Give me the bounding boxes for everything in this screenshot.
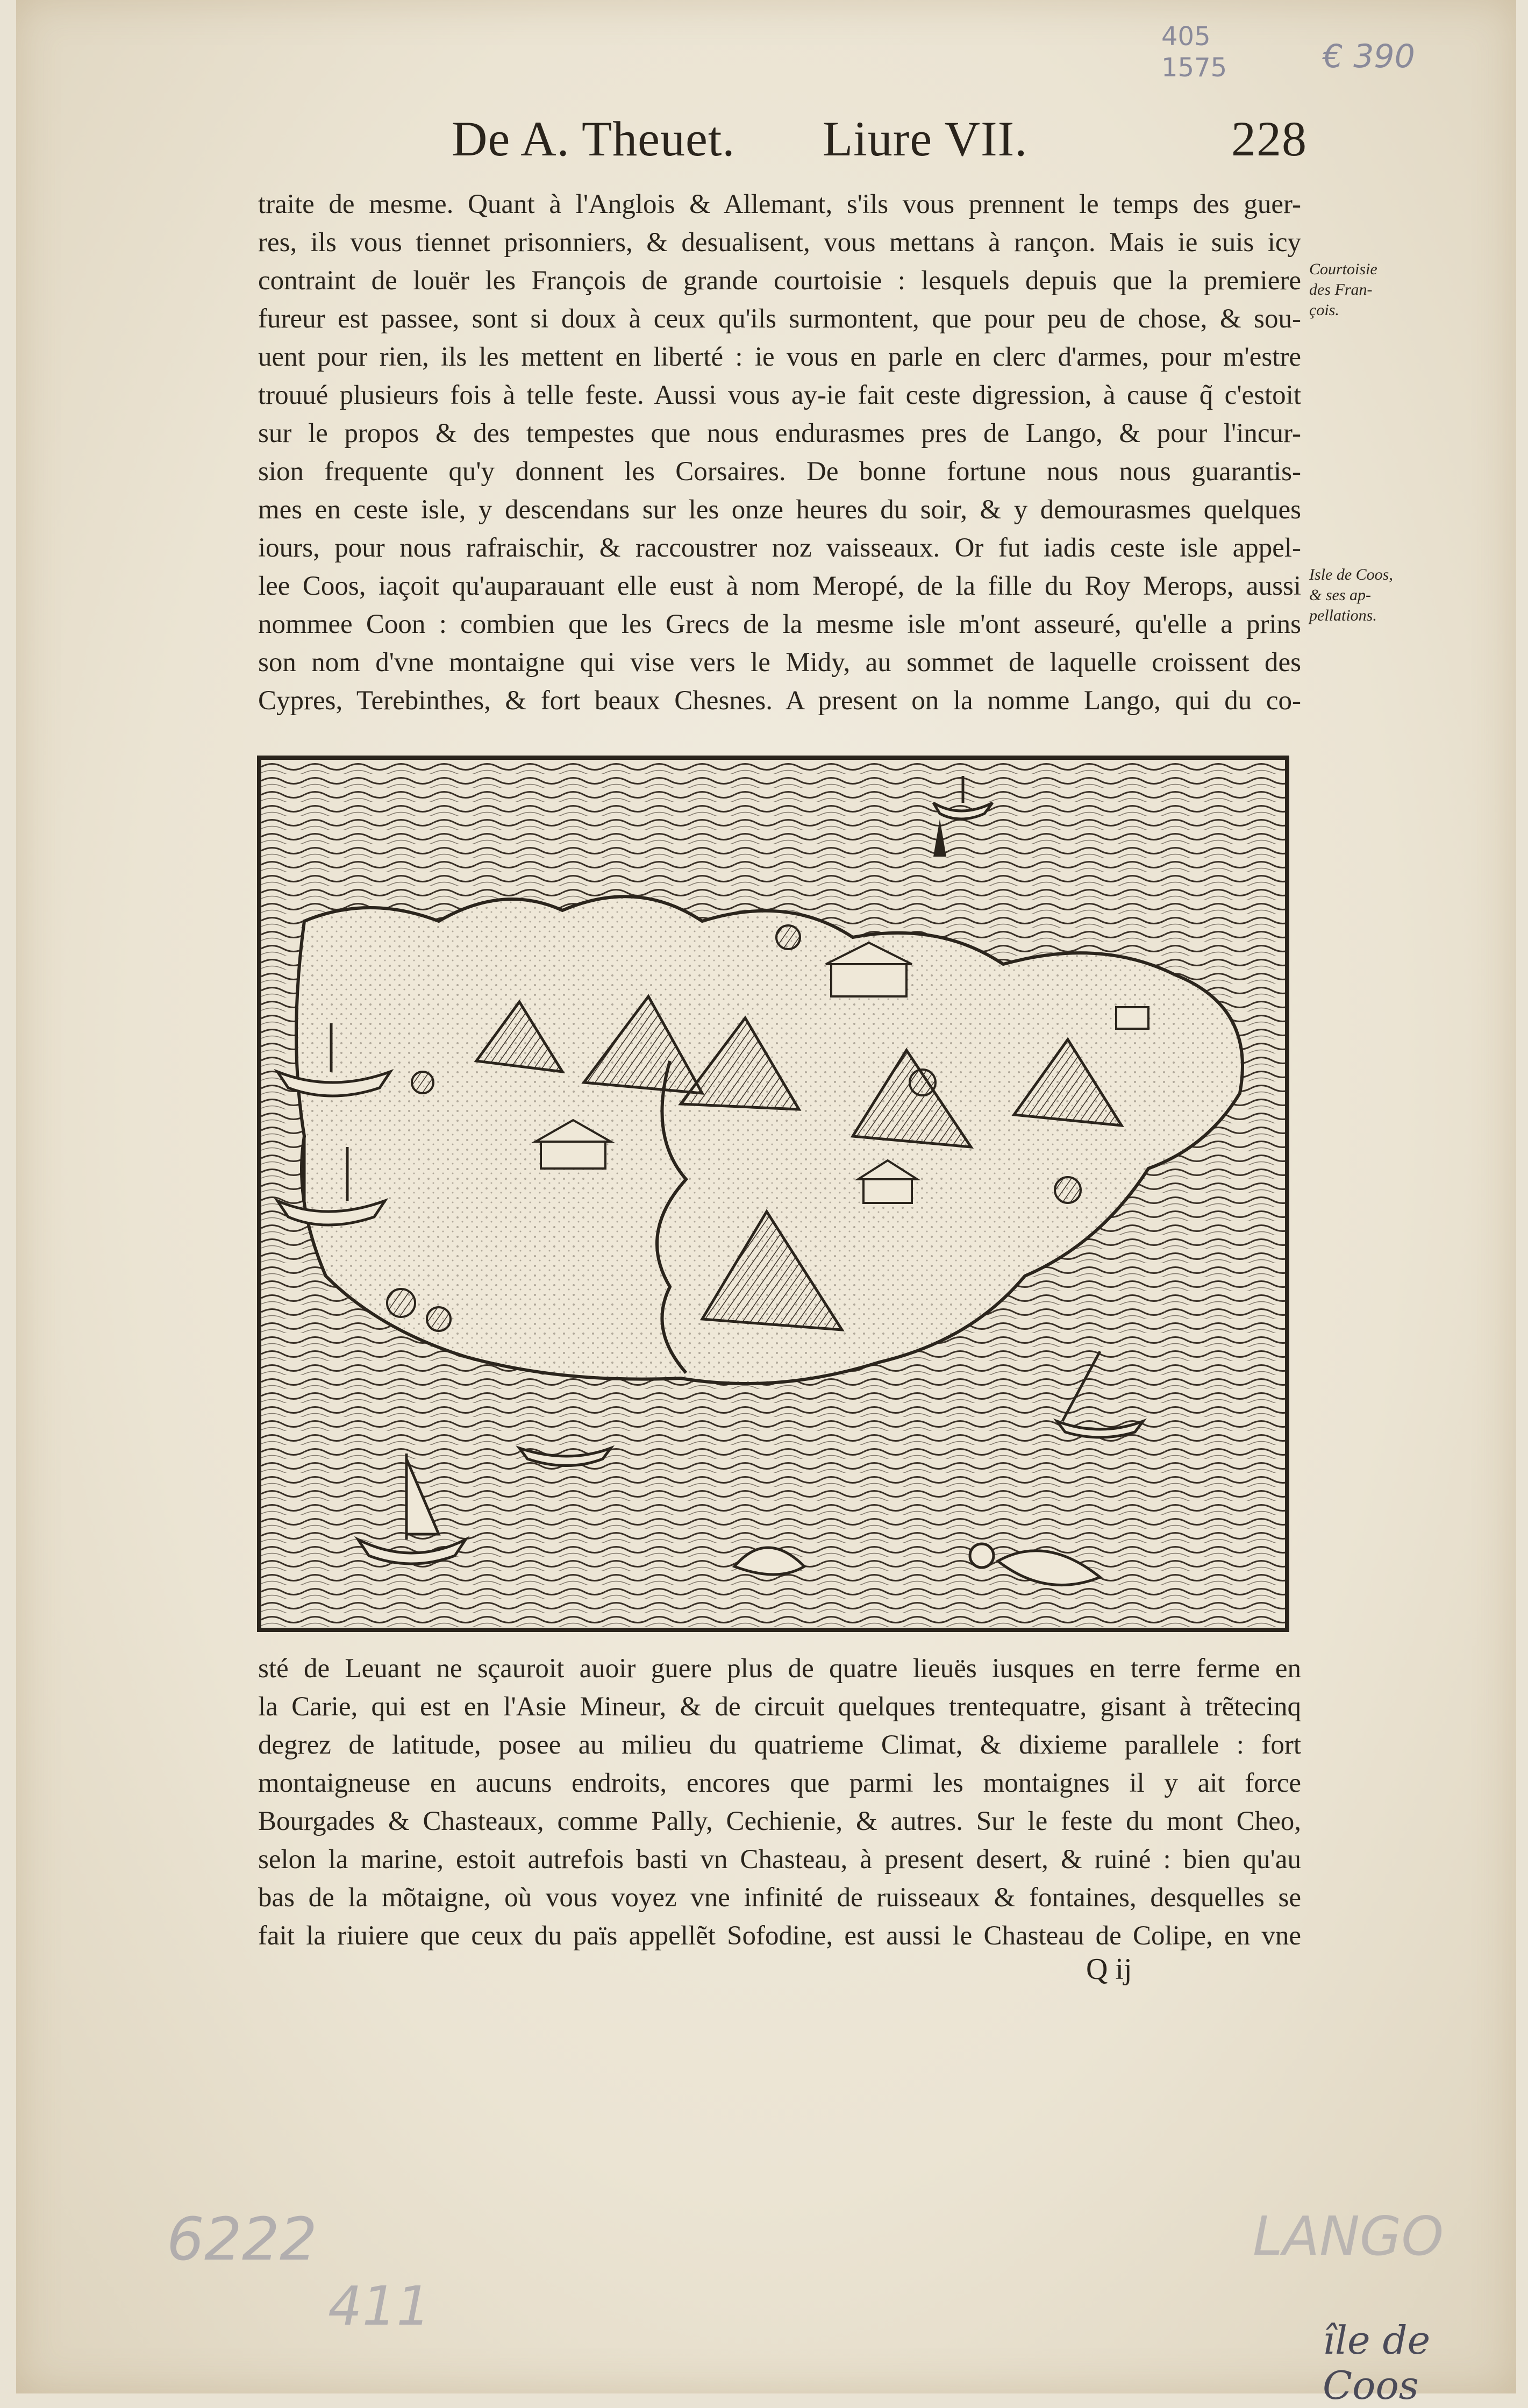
text-line: uent pour rien, ils les mettent en liberté : ie vous en parle en clerc d'armes, pour m'estre bbox=[258, 342, 1301, 372]
text-line: montaigneuse en aucuns endroits, encores que parmi les montaignes il y ait force bbox=[258, 1768, 1301, 1798]
margin-note-line: Courtoisie bbox=[1309, 260, 1377, 278]
text-line: iours, pour nous rafraischir, & raccoustrer noz vaisseaux. Or fut iadis ceste isle appel- bbox=[258, 533, 1301, 563]
pencil-note-bottom-left-2: 411 bbox=[328, 2275, 431, 2338]
text-line: selon la marine, estoit autrefois basti vn Chasteau, à present desert, & ruiné : bien qu'au bbox=[258, 1844, 1301, 1875]
text-line: trouué plusieurs fois à telle feste. Aussi vous ay-ie fait ceste digression, à cause q̃ c'estoit bbox=[258, 380, 1301, 410]
header-author: De A. Theuet. bbox=[452, 111, 736, 166]
text-line: sur le propos & des tempestes que nous endurasmes pres de Lango, & pour l'incur- bbox=[258, 418, 1301, 448]
text-line: la Carie, qui est en l'Asie Mineur, & de circuit quelques trentequatre, gisant à trẽtecinq bbox=[258, 1692, 1301, 1722]
text-line: son nom d'vne montaigne qui vise vers le Midy, au sommet de laquelle croissent des bbox=[258, 647, 1301, 678]
woodcut-illustration bbox=[261, 760, 1285, 1628]
text-line: Bourgades & Chasteaux, comme Pally, Cechienie, & autres. Sur le feste du mont Cheo, bbox=[258, 1806, 1301, 1836]
margin-note-line: & ses ap- bbox=[1309, 586, 1371, 604]
text-line: bas de la mõtaigne, où vous voyez vne infinité de ruisseaux & fontaines, desquelles se bbox=[258, 1883, 1301, 1913]
pencil-note-bottom-right: LANGO bbox=[1253, 2205, 1444, 2268]
pencil-note-bottom-left-1: 6222 bbox=[167, 2205, 317, 2274]
pencil-note-top-1: 405 bbox=[1161, 22, 1211, 52]
text-line: res, ils vous tiennet prisonniers, & desualisent, vous mettans à rançon. Mais ie suis icy bbox=[258, 227, 1301, 258]
body-text-bottom bbox=[258, 1650, 1301, 1955]
running-header bbox=[452, 110, 1312, 180]
text-line: mes en ceste isle, y descendans sur les onze heures du soir, & y demourasmes quelques bbox=[258, 495, 1301, 525]
text-line: contraint de louër les François de grande courtoisie : lesquels depuis que la premiere bbox=[258, 266, 1301, 296]
margin-note-isle-de-coos bbox=[1309, 565, 1393, 626]
margin-note-line: Isle de Coos, bbox=[1309, 566, 1393, 583]
margin-note-line: çois. bbox=[1309, 301, 1339, 319]
text-line: traite de mesme. Quant à l'Anglois & Allemant, s'ils vous prennent le temps des guer- bbox=[258, 189, 1301, 219]
text-line: nommee Coon : combien que les Grecs de la mesme isle m'ont asseuré, qu'elle a prins bbox=[258, 609, 1301, 639]
ink-note-bottom-right: île de Coos bbox=[1323, 2318, 1431, 2408]
text-line: lee Coos, iaçoit qu'auparauant elle eust à nom Meropé, de la fille du Roy Merops, aussi bbox=[258, 571, 1301, 601]
text-line: sté de Leuant ne sçauroit auoir guere plus de quatre lieuës iusques en terre ferme en bbox=[258, 1654, 1301, 1684]
text-line: sion frequente qu'y donnent les Corsaires. De bonne fortune nous nous guarantis- bbox=[258, 457, 1301, 487]
signature-mark: Q ij bbox=[1086, 1953, 1132, 1986]
header-page-number: 228 bbox=[1231, 111, 1307, 166]
margin-note-line: pellations. bbox=[1309, 607, 1377, 624]
pencil-note-top-2: 1575 bbox=[1161, 53, 1227, 83]
text-line: fait la riuiere que ceux du païs appellẽt Sofodine, est aussi le Chasteau de Colipe, en vne bbox=[258, 1921, 1301, 1951]
text-line: Cypres, Terebinthes, & fort beaux Chesnes. A present on la nomme Lango, qui du co- bbox=[258, 686, 1301, 716]
text-line: degrez de latitude, posee au milieu du quatrieme Climat, & dixieme parallele : fort bbox=[258, 1730, 1301, 1760]
body-text-top bbox=[258, 186, 1301, 720]
price-note: € 390 bbox=[1323, 38, 1415, 75]
margin-note-line: des Fran- bbox=[1309, 281, 1373, 298]
book-page bbox=[16, 0, 1516, 2408]
header-book: Liure VII. bbox=[823, 111, 1028, 166]
woodcut-map-of-lango bbox=[257, 756, 1289, 1632]
text-line: fureur est passee, sont si doux à ceux qu'ils surmontent, que pour peu de chose, & sou- bbox=[258, 304, 1301, 334]
margin-note-courtoisie bbox=[1309, 259, 1377, 320]
